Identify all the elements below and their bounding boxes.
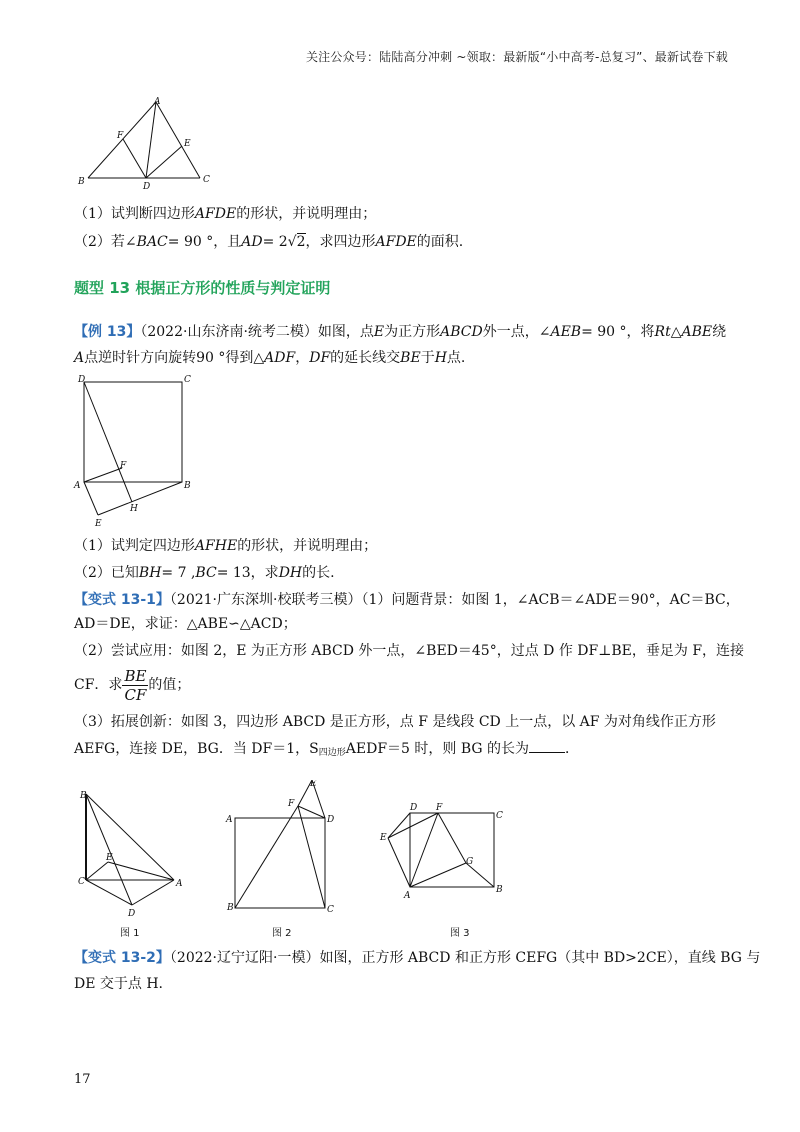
triangle-figure	[70, 94, 220, 194]
three-figures	[70, 780, 720, 920]
label-H: H	[130, 504, 138, 514]
fig-b-label-C: C	[327, 905, 334, 915]
example-13-question-2: （2）已知BH= 7 ,BC= 13，求DH的长.	[74, 565, 335, 581]
label-D: D	[78, 375, 86, 385]
label-E: E	[184, 139, 191, 149]
figure-2-caption: 图 2	[272, 928, 292, 939]
fig-a-label-E: E	[106, 853, 113, 863]
fig-a-label-B: B	[80, 791, 87, 801]
figure-1-caption: 图 1	[120, 928, 140, 939]
variant-13-1-line-2: AD＝DE，求证：△ABE∽△ACD；	[74, 616, 297, 632]
variant-13-1-line-1: 【变式 13-1】（2021·广东深圳·校联考三模）（1）问题背景：如图 1，∠ACB＝∠ADE＝90°，AC＝BC，	[74, 592, 740, 608]
answer-blank	[529, 738, 565, 753]
label-D: D	[143, 182, 151, 192]
label-A: A	[74, 481, 81, 491]
example-13-line-1: 【例 13】（2022·山东济南·统考二模）如图，点E为正方形ABCD外一点，∠AEB= 90 °，将Rt△ABE绕	[74, 324, 727, 340]
fraction-be-over-cf: $\frac{BE}{CF}$	[124, 666, 147, 704]
fig-c-label-G: G	[466, 857, 474, 867]
label-C: C	[203, 175, 210, 185]
label-C: C	[184, 375, 191, 385]
label-A: A	[154, 97, 161, 107]
fig-a-label-C: C	[78, 877, 85, 887]
variant-13-1-line-4: CF．求 $\frac{BE}{CF}$ 的值；	[74, 666, 191, 704]
fig-c-label-D: D	[410, 803, 418, 813]
fig-a-label-D: D	[128, 909, 136, 919]
figure-3-caption: 图 3	[450, 928, 470, 939]
section-title: 题型 13 根据正方形的性质与判定证明	[74, 279, 331, 297]
label-B: B	[78, 177, 85, 187]
label-E: E	[95, 519, 102, 529]
fig-c-label-F: F	[436, 803, 443, 813]
variant-13-1-line-5: （3）拓展创新：如图 3，四边形 ABCD 是正方形，点 F 是线段 CD 上一点，以 AF 为对角线作正方形	[74, 714, 716, 730]
fig-c-label-C: C	[496, 811, 503, 821]
variant-13-2-line-2: DE 交于点 H.	[74, 976, 164, 992]
fig-c-label-E: E	[380, 833, 387, 843]
fig-b-label-A: A	[226, 815, 233, 825]
label-F: F	[117, 131, 124, 141]
variant-13-1-line-3: （2）尝试应用：如图 2，E 为正方形 ABCD 外一点，∠BED＝45°，过点 D 作 DF⊥BE，垂足为 F，连接	[74, 643, 745, 659]
question-1-part-1: （1）试判断四边形AFDE的形状，并说明理由；	[74, 206, 377, 222]
fig-b-label-D: D	[327, 815, 335, 825]
fig-b-label-B: B	[227, 903, 234, 913]
fig-c-label-B: B	[496, 885, 503, 895]
square-figure	[70, 372, 200, 530]
fig-b-label-E: E	[310, 780, 317, 789]
fig-a-label-A: A	[176, 879, 183, 889]
page-number: 17	[74, 1072, 91, 1087]
example-13-question-1: （1）试判定四边形AFHE的形状，并说明理由；	[74, 538, 378, 554]
fig-b-label-F: F	[288, 799, 295, 809]
label-F: F	[120, 461, 127, 471]
variant-13-1-line-6: AEFG，连接 DE，BG．当 DF＝1，$S_{四边形}AEDF=5$ 时，则 BG 的长为 ．	[74, 738, 579, 763]
fig-c-label-A: A	[404, 891, 411, 901]
example-13-line-2: A点逆时针方向旋转90 °得到△ADF，DF的延长线交BE于H点.	[74, 350, 466, 366]
sqrt-symbol: √2	[287, 234, 306, 250]
question-1-part-2: （2）若∠BAC= 90 °，且AD= 2√2，求四边形AFDE的面积.	[74, 234, 464, 250]
page-header: 关注公众号：陆陆高分冲刺 ~领取：最新版“小中高考-总复习”、最新试卷下载	[305, 50, 728, 64]
label-B: B	[184, 481, 191, 491]
variant-13-2-line-1: 【变式 13-2】（2022·辽宁辽阳·一模）如图，正方形 ABCD 和正方形 CEFG（其中 BD>2CE），直线 BG 与	[74, 950, 761, 966]
